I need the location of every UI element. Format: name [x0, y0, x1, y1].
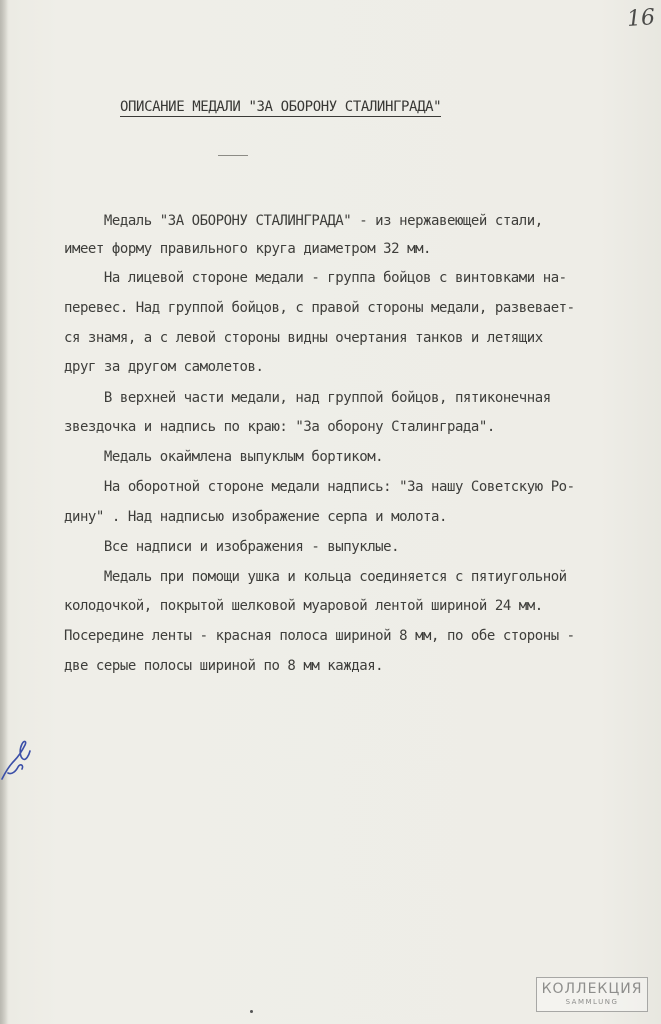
body-line: колодочкой, покрытой шелковой муаровой лентой шириной 24 мм.	[64, 598, 543, 614]
page-number: 16	[626, 5, 656, 32]
body-line: Посередине ленты - красная полоса шириной 8 мм, по обе стороны -	[64, 628, 575, 644]
body-line: перевес. Над группой бойцов, с правой стороны медали, развевает-	[64, 300, 575, 316]
body-line: имеет форму правильного круга диаметром 32 мм.	[64, 241, 432, 257]
body-line: На лицевой стороне медали - группа бойцов с винтовками на-	[64, 270, 567, 286]
collection-watermark	[536, 977, 648, 1012]
body-line: Все надписи и изображения - выпуклые.	[64, 539, 400, 555]
body-line: ся знамя, а с левой стороны видны очертания танков и летящих	[64, 330, 543, 346]
handwritten-signature-icon	[0, 735, 34, 785]
watermark-main-text: КОЛЛЕКЦИЯ	[541, 981, 643, 997]
body-line: дину" . Над надписью изображение серпа и молота.	[64, 509, 447, 525]
title-underline-mark	[218, 155, 248, 156]
body-line: Медаль окаймлена выпуклым бортиком.	[64, 449, 384, 465]
body-line: звездочка и надпись по краю: "За оборону Сталинграда".	[64, 419, 495, 435]
page-edge-shadow	[0, 0, 8, 1024]
body-line: друг за другом самолетов.	[64, 359, 264, 375]
ink-dot	[250, 1010, 253, 1013]
document-title: ОПИСАНИЕ МЕДАЛИ "ЗА ОБОРОНУ СТАЛИНГРАДА"	[120, 99, 442, 115]
body-line: Медаль при помощи ушка и кольца соединяется с пятиугольной	[64, 569, 567, 585]
body-line: Медаль "ЗА ОБОРОНУ СТАЛИНГРАДА" - из нержавеющей стали,	[64, 213, 543, 229]
watermark-sub-text: SAMMLUNG	[565, 998, 619, 1006]
body-line: На оборотной стороне медали надпись: "За нашу Советскую Ро-	[64, 479, 575, 495]
body-line: две серые полосы шириной по 8 мм каждая.	[64, 658, 384, 674]
body-line: В верхней части медали, над группой бойцов, пятиконечная	[64, 390, 551, 406]
